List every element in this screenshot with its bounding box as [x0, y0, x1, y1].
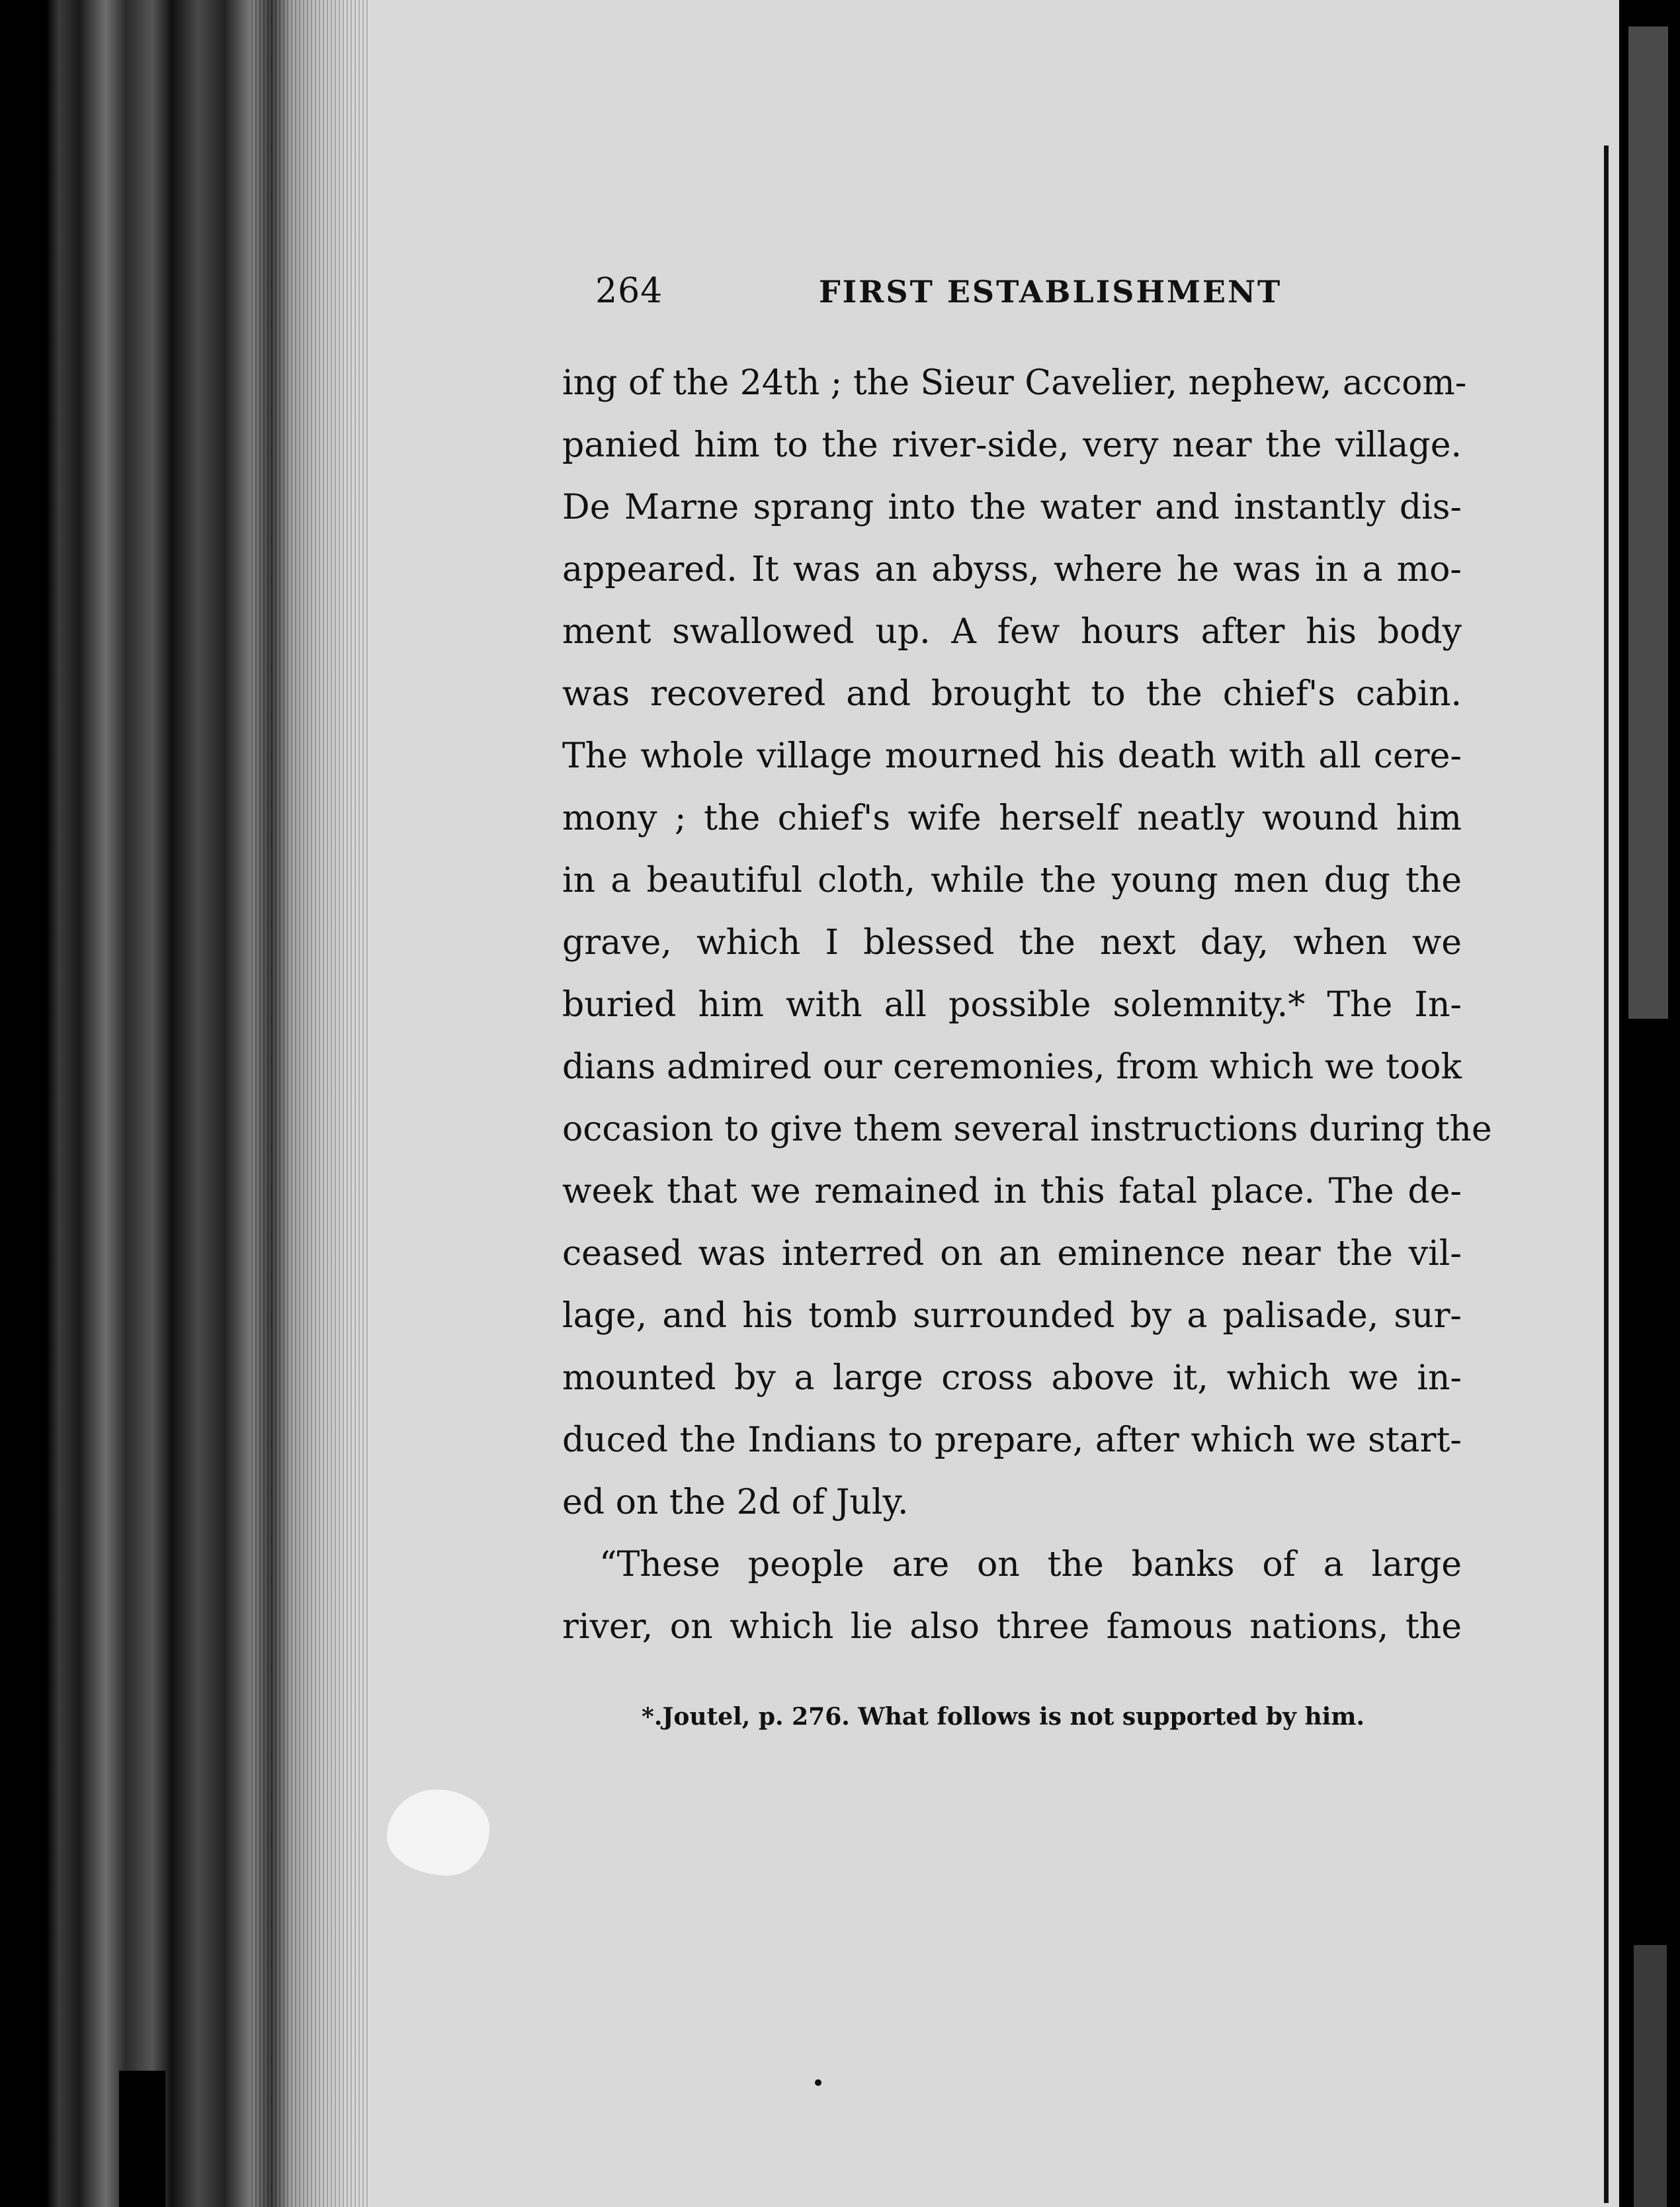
text-line: panied him to the river-side, very near the village.	[562, 425, 1462, 465]
paper-blot	[387, 1790, 489, 1876]
text-line: in a beautiful cloth, while the young men dug the	[562, 861, 1462, 900]
text-line: ment swallowed up. A few hours after his body	[562, 612, 1462, 652]
text-line: was recovered and brought to the chief's cabin.	[562, 674, 1462, 714]
text-line: mony ; the chief's wife herself neatly wound him	[562, 799, 1462, 838]
text-line: grave, which I blessed the next day, when we	[562, 923, 1462, 963]
page-edges	[251, 0, 370, 2207]
text-line: occasion to give them several instructions during the	[562, 1109, 1492, 1149]
right-page-edge-shade	[1628, 26, 1668, 1019]
text-line: ing of the 24th ; the Sieur Cavelier, nephew, accom-	[562, 363, 1467, 403]
body-text	[562, 352, 1492, 1658]
text-line: duced the Indians to prepare, after which we start-	[562, 1420, 1462, 1460]
footnote: *.Joutel, p. 276. What follows is not supported by him.	[642, 1703, 1365, 1731]
text-line: lage, and his tomb surrounded by a palisade, sur-	[562, 1296, 1462, 1336]
text-line: buried him with all possible solemnity.* The In-	[562, 985, 1462, 1025]
spine-shadow	[119, 2071, 165, 2207]
text-line: mounted by a large cross above it, which we in-	[562, 1358, 1462, 1398]
ink-speck	[815, 2079, 821, 2086]
text-line: De Marne sprang into the water and instantly dis-	[562, 488, 1462, 527]
text-line: ed on the 2d of July.	[562, 1483, 909, 1522]
page-border-line	[1604, 146, 1609, 2203]
running-header	[0, 271, 1680, 311]
text-line: “These people are on the banks of a large	[599, 1545, 1462, 1584]
text-line: appeared. It was an abyss, where he was in a mo-	[562, 550, 1462, 589]
text-line: dians admired our ceremonies, from which we took	[562, 1047, 1462, 1087]
text-line: The whole village mourned his death with all cere-	[562, 736, 1462, 776]
right-page-edge-shade-bottom	[1634, 1945, 1667, 2207]
page-number: 264	[595, 271, 663, 311]
running-title: FIRST ESTABLISHMENT	[819, 274, 1282, 310]
text-line: week that we remained in this fatal place. The de-	[562, 1172, 1462, 1211]
text-line: ceased was interred on an eminence near the vil-	[562, 1234, 1462, 1274]
text-line: river, on which lie also three famous nations, the	[562, 1607, 1462, 1647]
